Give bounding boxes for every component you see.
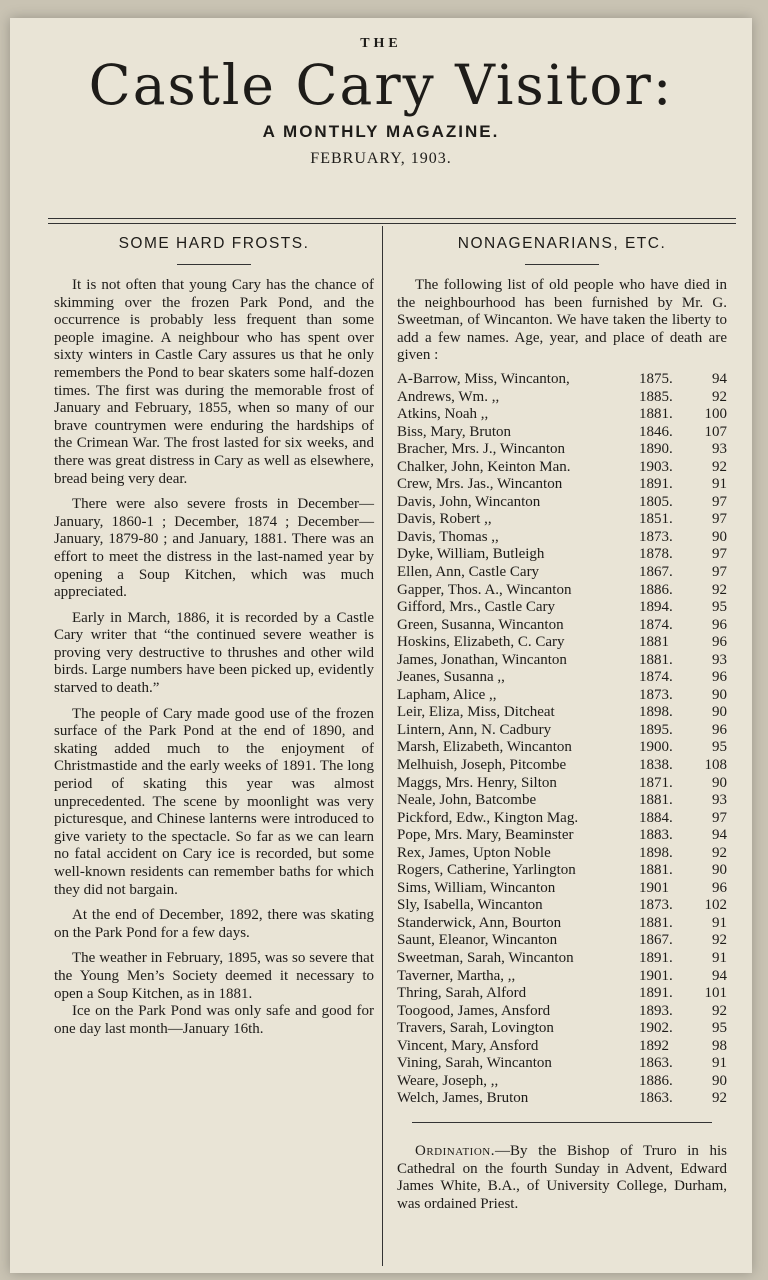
table-row (397, 406, 727, 424)
article-hard-frosts (54, 234, 374, 1046)
entry-name: Vincent, Mary, Ansford (397, 1037, 539, 1054)
entry-name: Leir, Eliza, Miss, Ditcheat (397, 704, 555, 721)
table-row (397, 511, 727, 529)
table-row (397, 1038, 727, 1056)
article-paragraph: Early in March, 1886, it is recorded by a Castle Cary writer that “the continued severe weather is proving very destructive to thrushes and other wild birds. Large numbers have been picked up, evidently starved to death.” (54, 609, 374, 697)
table-row (397, 862, 727, 880)
entry-age: 102 (704, 897, 727, 914)
entry-year: 1863. (639, 1055, 673, 1072)
entry-year: 1891. (639, 950, 673, 967)
table-row (397, 792, 727, 810)
table-row (397, 845, 727, 863)
ordination-label: Ordination. (415, 1142, 495, 1159)
entry-year: 1867. (639, 932, 673, 949)
table-row (397, 915, 727, 933)
table-row (397, 687, 727, 705)
entry-name: Dyke, William, Butleigh (397, 546, 545, 563)
entry-year: 1871. (639, 774, 673, 791)
entry-name: Rex, James, Upton Noble (397, 844, 551, 861)
entry-year: 1883. (639, 827, 673, 844)
entry-year: 1895. (639, 721, 673, 738)
entry-year: 1894. (639, 599, 673, 616)
entry-age: 91 (712, 476, 727, 493)
entry-age: 96 (712, 669, 727, 686)
entry-age: 97 (712, 546, 727, 563)
table-row (397, 529, 727, 547)
entry-year: 1891. (639, 985, 673, 1002)
entry-age: 97 (712, 511, 727, 528)
table-row (397, 652, 727, 670)
entry-year: 1874. (639, 616, 673, 633)
entry-age: 90 (712, 704, 727, 721)
table-row (397, 810, 727, 828)
entry-year: 1805. (639, 493, 673, 510)
entry-name: Jeanes, Susanna ,, (397, 669, 505, 686)
entry-name: Lintern, Ann, N. Cadbury (397, 721, 552, 738)
entry-year: 1874. (639, 669, 673, 686)
entry-name: Welch, James, Bruton (397, 1090, 529, 1107)
entry-year: 1881. (639, 792, 673, 809)
entry-age: 92 (712, 844, 727, 861)
entry-year: 1875. (639, 370, 673, 387)
table-row (397, 389, 727, 407)
table-row (397, 739, 727, 757)
table-row (397, 1020, 727, 1038)
entry-year: 1867. (639, 563, 673, 580)
entry-year: 1901. (639, 967, 673, 984)
entry-year: 1892 (639, 1037, 669, 1054)
entry-age: 90 (712, 862, 727, 879)
table-row (397, 950, 727, 968)
entry-age: 92 (712, 932, 727, 949)
entry-age: 107 (704, 423, 727, 440)
entry-name: James, Jonathan, Wincanton (397, 651, 567, 668)
heading-rule (525, 264, 599, 265)
entry-name: Bracher, Mrs. J., Wincanton (397, 441, 566, 458)
table-row (397, 932, 727, 950)
table-row (397, 582, 727, 600)
entry-age: 95 (712, 1020, 727, 1037)
article-paragraph: There were also severe frosts in December—January, 1860-1 ; December, 1874 ; December—January, 1879-80 ; and January, 1881. There was an effort to meet the distress in the last-named year by opening a Soup Kitchen, which was much appreciated. (54, 496, 374, 601)
entry-age: 92 (712, 388, 727, 405)
entry-year: 1898. (639, 844, 673, 861)
ordination-text: —By the Bishop of Truro in his Cathedral on the fourth Sunday in Advent, Edward James White, B.A., of University College, Durham, was ordained Priest. (397, 1142, 727, 1212)
article-paragraph: The people of Cary made good use of the frozen surface of the Park Pond at the end of 1890, and skating added much to the enjoyment of Christmastide and the early weeks of 1891. The long period of skating this year was almost unprecedented. The scene by moonlight was very picturesque, and Chinese lanterns were introduced to give variety to the spectacle. So far as we can learn no fatal accident on Cary ice is recorded, but some well-known residents can remember baths for which they did not bargain. (54, 705, 374, 898)
table-row (397, 897, 727, 915)
table-row (397, 546, 727, 564)
entry-name: Toogood, James, Ansford (397, 1002, 551, 1019)
entry-year: 1886. (639, 1072, 673, 1089)
entry-name: Gapper, Thos. A., Wincanton (397, 581, 572, 598)
entry-age: 94 (712, 967, 727, 984)
entry-name: Sly, Isabella, Wincanton (397, 897, 543, 914)
entry-year: 1873. (639, 528, 673, 545)
entry-age: 92 (712, 581, 727, 598)
entry-name: Davis, Thomas ,, (397, 528, 499, 545)
table-row (397, 617, 727, 635)
entry-year: 1881. (639, 651, 673, 668)
entry-age: 95 (712, 599, 727, 616)
masthead (10, 36, 752, 168)
entry-year: 1891. (639, 476, 673, 493)
entry-year: 1851. (639, 511, 673, 528)
entry-name: Standerwick, Ann, Bourton (397, 914, 562, 931)
entry-name: Pickford, Edw., Kington Mag. (397, 809, 579, 826)
table-row (397, 669, 727, 687)
entry-name: Saunt, Eleanor, Wincanton (397, 932, 558, 949)
entry-name: Sweetman, Sarah, Wincanton (397, 950, 574, 967)
entry-year: 1903. (639, 458, 673, 475)
entry-age: 101 (704, 985, 727, 1002)
entry-name: Marsh, Elizabeth, Wincanton (397, 739, 572, 756)
list-intro: The following list of old people who have died in the neighbourhood has been furnished by Mr. G. Sweetman, of Wincanton. We have taken the liberty to add a few names. Age, year, and place of death are given : (397, 277, 727, 364)
entry-age: 93 (712, 441, 727, 458)
ordination-notice (397, 1143, 727, 1213)
magazine-subtitle: A MONTHLY MAGAZINE. (262, 122, 500, 141)
magazine-title: Castle Cary Visitor: (88, 53, 674, 117)
table-row (397, 757, 727, 775)
table-row (397, 564, 727, 582)
masthead-the: THE (360, 36, 402, 51)
entry-name: Gifford, Mrs., Castle Cary (397, 599, 556, 616)
article-paragraph: Ice on the Park Pond was only safe and good for one day last month—January 16th. (54, 1003, 374, 1037)
table-row (397, 704, 727, 722)
entry-year: 1886. (639, 581, 673, 598)
entry-name: A-Barrow, Miss, Wincanton, (397, 370, 570, 387)
table-row (397, 1003, 727, 1021)
entry-year: 1885. (639, 388, 673, 405)
entry-name: Andrews, Wm. ,, (397, 388, 500, 405)
entry-age: 94 (712, 370, 727, 387)
entry-name: Travers, Sarah, Lovington (397, 1020, 554, 1037)
entry-year: 1893. (639, 1002, 673, 1019)
entry-age: 108 (704, 757, 727, 773)
table-row (397, 1090, 727, 1108)
article-heading: SOME HARD FROSTS. (118, 235, 310, 252)
entry-age: 96 (712, 879, 727, 896)
entry-year: 1881. (639, 914, 673, 931)
entry-name: Biss, Mary, Bruton (397, 423, 512, 440)
table-row (397, 1073, 727, 1091)
entry-name: Davis, Robert ,, (397, 511, 492, 528)
article-paragraph: The weather in February, 1895, was so severe that the Young Men’s Society deemed it necessary to open a Soup Kitchen, as in 1881. (54, 950, 374, 1002)
entry-age: 91 (712, 1055, 727, 1072)
table-row (397, 599, 727, 617)
entry-age: 97 (712, 493, 727, 510)
entry-age: 91 (712, 950, 727, 967)
table-row (397, 424, 727, 442)
table-row (397, 441, 727, 459)
entry-name: Maggs, Mrs. Henry, Silton (397, 774, 557, 791)
entry-name: Pope, Mrs. Mary, Beaminster (397, 827, 574, 844)
entry-name: Melhuish, Joseph, Pitcombe (397, 757, 567, 773)
entry-age: 98 (712, 1037, 727, 1054)
entry-year: 1878. (639, 546, 673, 563)
entry-name: Ellen, Ann, Castle Cary (397, 563, 540, 580)
entry-name: Davis, John, Wincanton (397, 493, 541, 510)
table-row (397, 371, 727, 389)
column-divider (382, 226, 383, 1266)
entry-age: 100 (704, 406, 727, 423)
entry-year: 1873. (639, 897, 673, 914)
entry-name: Taverner, Martha, ,, (397, 967, 516, 984)
entry-name: Thring, Sarah, Alford (397, 985, 527, 1002)
entry-year: 1881. (639, 406, 673, 423)
entry-year: 1873. (639, 686, 673, 703)
entry-name: Chalker, John, Keinton Man. (397, 458, 571, 475)
deaths-table (397, 371, 727, 1108)
entry-age: 91 (712, 914, 727, 931)
entry-age: 97 (712, 563, 727, 580)
article-paragraph: At the end of December, 1892, there was skating on the Park Pond for a few days. (54, 907, 374, 941)
entry-name: Green, Susanna, Wincanton (397, 616, 564, 633)
entry-name: Atkins, Noah ,, (397, 406, 489, 423)
entry-year: 1884. (639, 809, 673, 826)
entry-age: 94 (712, 827, 727, 844)
entry-name: Crew, Mrs. Jas., Wincanton (397, 476, 563, 493)
entry-year: 1898. (639, 704, 673, 721)
table-row (397, 1055, 727, 1073)
table-row (397, 985, 727, 1003)
issue-date: FEBRUARY, 1903. (310, 150, 452, 167)
table-row (397, 634, 727, 652)
magazine-page (10, 18, 752, 1273)
entry-age: 90 (712, 686, 727, 703)
entry-age: 93 (712, 651, 727, 668)
entry-age: 92 (712, 1002, 727, 1019)
entry-age: 92 (712, 1090, 727, 1107)
entry-name: Sims, William, Wincanton (397, 879, 556, 896)
entry-name: Vining, Sarah, Wincanton (397, 1055, 552, 1072)
table-row (397, 476, 727, 494)
entry-age: 96 (712, 634, 727, 651)
table-row (397, 459, 727, 477)
entry-year: 1902. (639, 1020, 673, 1037)
entry-name: Weare, Joseph, ,, (397, 1072, 499, 1089)
double-rule (48, 218, 736, 224)
entry-year: 1838. (639, 757, 673, 773)
entry-name: Lapham, Alice ,, (397, 686, 497, 703)
entry-year: 1846. (639, 423, 673, 440)
entry-age: 93 (712, 792, 727, 809)
entry-age: 90 (712, 774, 727, 791)
article-paragraph: It is not often that young Cary has the chance of skimming over the frozen Park Pond, and the occurrence is probably less frequent than some people imagine. A neighbour who has spent over sixty winters in Castle Cary assures us that he only remembers the Pond to bear skaters some half-dozen times. The first was during the memorable frost of January and February, 1855, when so many of our brave countrymen were enduring the hardships of the Crimean War. The frost lasted for six weeks, and there was great distress in Cary as well as elsewhere, bread being very dear. (54, 277, 374, 487)
entry-year: 1863. (639, 1090, 673, 1107)
entry-year: 1890. (639, 441, 673, 458)
entry-year: 1901 (639, 879, 669, 896)
entry-age: 97 (712, 809, 727, 826)
entry-age: 96 (712, 616, 727, 633)
entry-age: 90 (712, 1072, 727, 1089)
entry-name: Rogers, Catherine, Yarlington (397, 862, 576, 879)
table-row (397, 775, 727, 793)
section-rule (412, 1122, 712, 1123)
entry-age: 96 (712, 721, 727, 738)
table-row (397, 494, 727, 512)
entry-age: 95 (712, 739, 727, 756)
entry-year: 1900. (639, 739, 673, 756)
entry-name: Neale, John, Batcombe (397, 792, 537, 809)
article-nonagenarians (397, 234, 727, 1213)
heading-rule (177, 264, 251, 265)
table-row (397, 722, 727, 740)
article-heading: NONAGENARIANS, ETC. (457, 235, 667, 252)
entry-year: 1881 (639, 634, 669, 651)
table-row (397, 880, 727, 898)
table-row (397, 827, 727, 845)
entry-age: 90 (712, 528, 727, 545)
entry-year: 1881. (639, 862, 673, 879)
entry-name: Hoskins, Elizabeth, C. Cary (397, 634, 565, 651)
entry-age: 92 (712, 458, 727, 475)
table-row (397, 968, 727, 986)
